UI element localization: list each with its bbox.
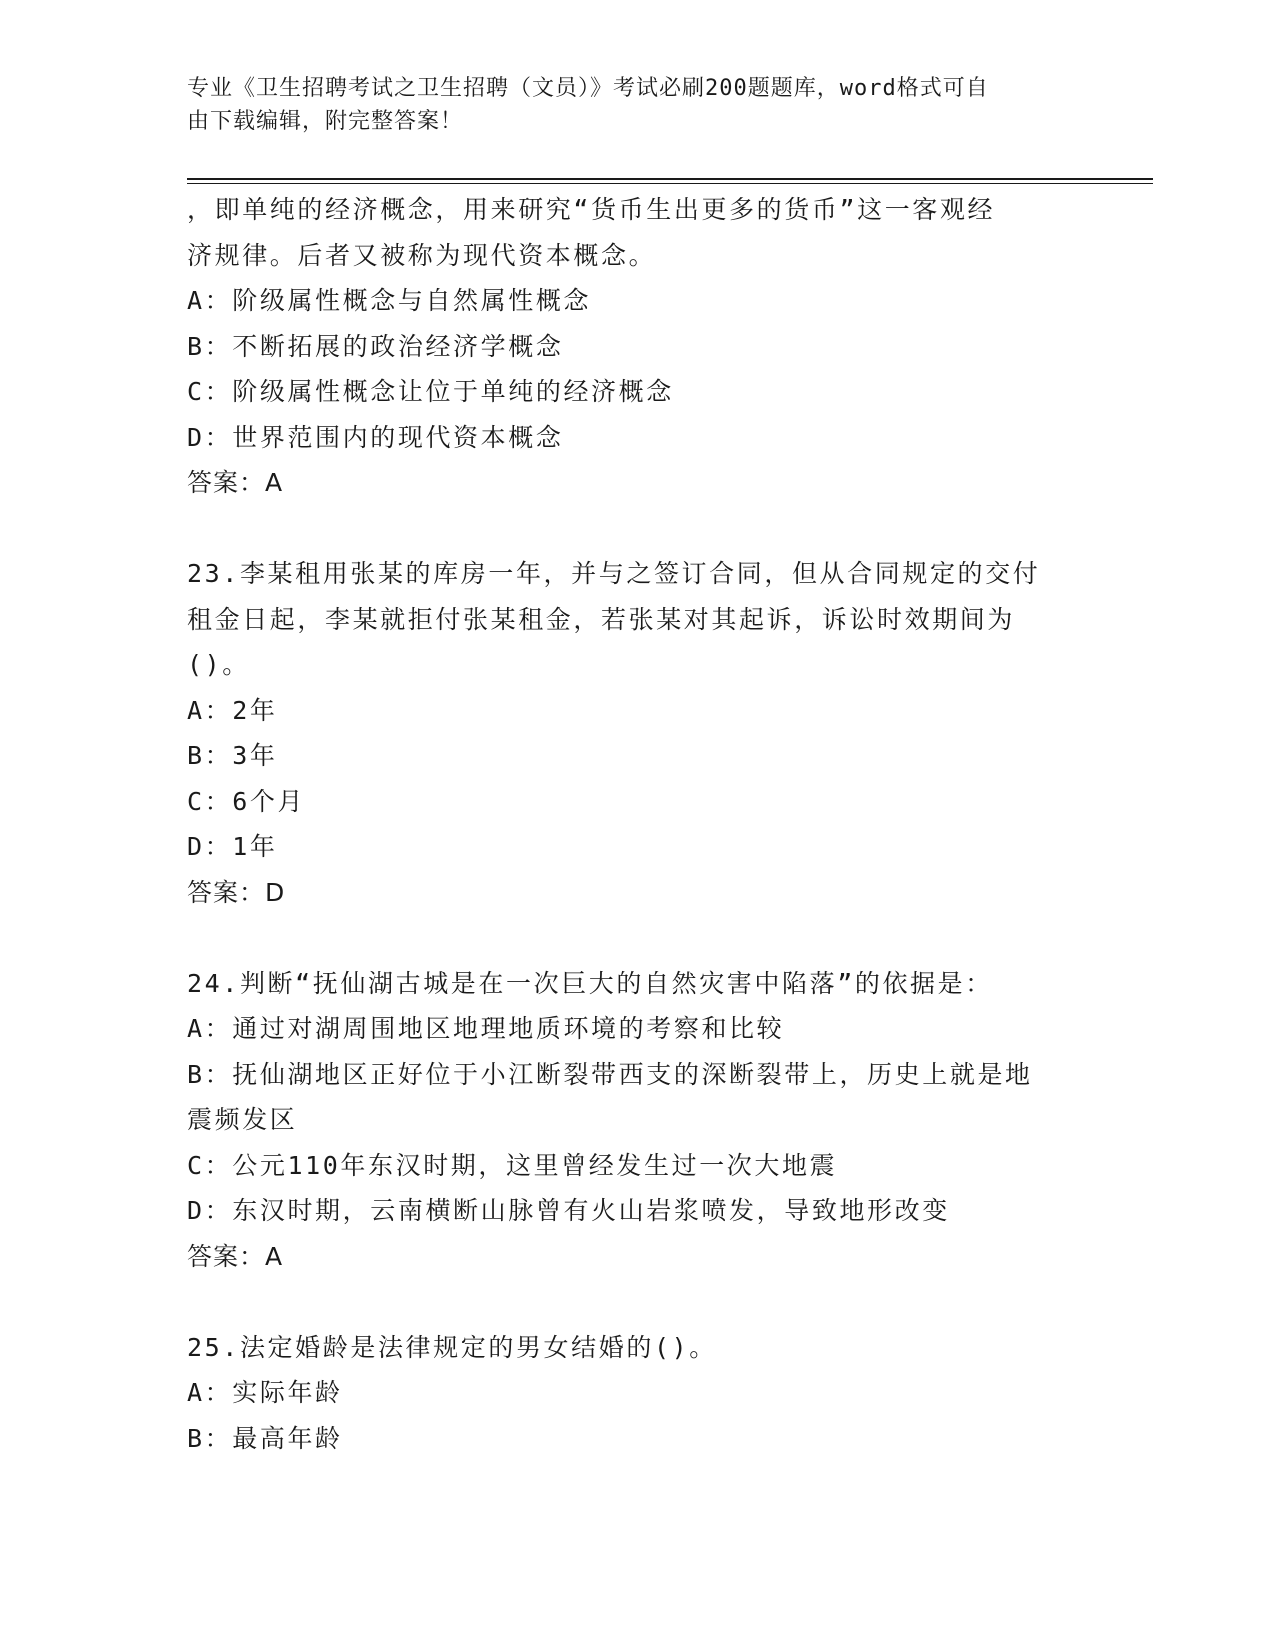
question-24 — [187, 961, 1067, 1280]
question-text-line: 23.李某租用张某的库房一年，并与之签订合同，但从合同规定的交付 — [187, 559, 1041, 588]
option-b: B：最高年龄 — [187, 1423, 343, 1453]
option-a: A：阶级属性概念与自然属性概念 — [187, 286, 592, 315]
option-a: A：实际年龄 — [187, 1378, 343, 1407]
option-d: D：世界范围内的现代资本概念 — [187, 422, 564, 452]
option-c: C：6个月 — [187, 786, 306, 816]
option-c: C：公元110年东汉时期，这里曾经发生过一次大地震 — [187, 1150, 838, 1180]
question-text-line: ()。 — [187, 650, 250, 679]
question-text-line: ，即单纯的经济概念，用来研究“货币生出更多的货币”这一客观经 — [187, 195, 996, 224]
question-text-line: 25.法定婚龄是法律规定的男女结婚的()。 — [187, 1332, 717, 1362]
option-d: D：1年 — [187, 832, 278, 861]
question-text-line: 济规律。后者又被称为现代资本概念。 — [187, 240, 657, 270]
question-23 — [187, 551, 1067, 915]
answer-label: 答案：A — [187, 1241, 284, 1271]
document-header — [187, 72, 1067, 138]
option-a: A：通过对湖周围地区地理地质环境的考察和比较 — [187, 1014, 785, 1043]
header-divider-thin — [187, 183, 1153, 184]
option-b: B：抚仙湖地区正好位于小江断裂带西支的深断裂带上，历史上就是地 — [187, 1059, 1033, 1089]
answer-label: 答案：D — [187, 877, 286, 907]
question-content — [187, 187, 1067, 1461]
question-text-line: 租金日起，李某就拒付张某租金，若张某对其起诉，诉讼时效期间为 — [187, 604, 1016, 634]
header-divider-thick — [187, 178, 1153, 180]
option-a: A：2年 — [187, 695, 278, 725]
answer-label: 答案：A — [187, 468, 284, 497]
header-line-2: 由下载编辑，附完整答案！ — [187, 109, 464, 134]
header-line-1: 专业《卫生招聘考试之卫生招聘（文员）》考试必刷200题题库，word格式可自 — [187, 76, 989, 101]
question-25 — [187, 1325, 1067, 1462]
question-text-line: 24.判断“抚仙湖古城是在一次巨大的自然灾害中陷落”的依据是： — [187, 968, 993, 998]
option-b: B：不断拓展的政治经济学概念 — [187, 331, 564, 361]
option-b-continued: 震频发区 — [187, 1105, 298, 1134]
option-d: D：东汉时期，云南横断山脉曾有火山岩浆喷发，导致地形改变 — [187, 1196, 950, 1225]
option-b: B：3年 — [187, 741, 278, 770]
carryover-question — [187, 187, 1067, 506]
option-c: C：阶级属性概念让位于单纯的经济概念 — [187, 377, 674, 406]
